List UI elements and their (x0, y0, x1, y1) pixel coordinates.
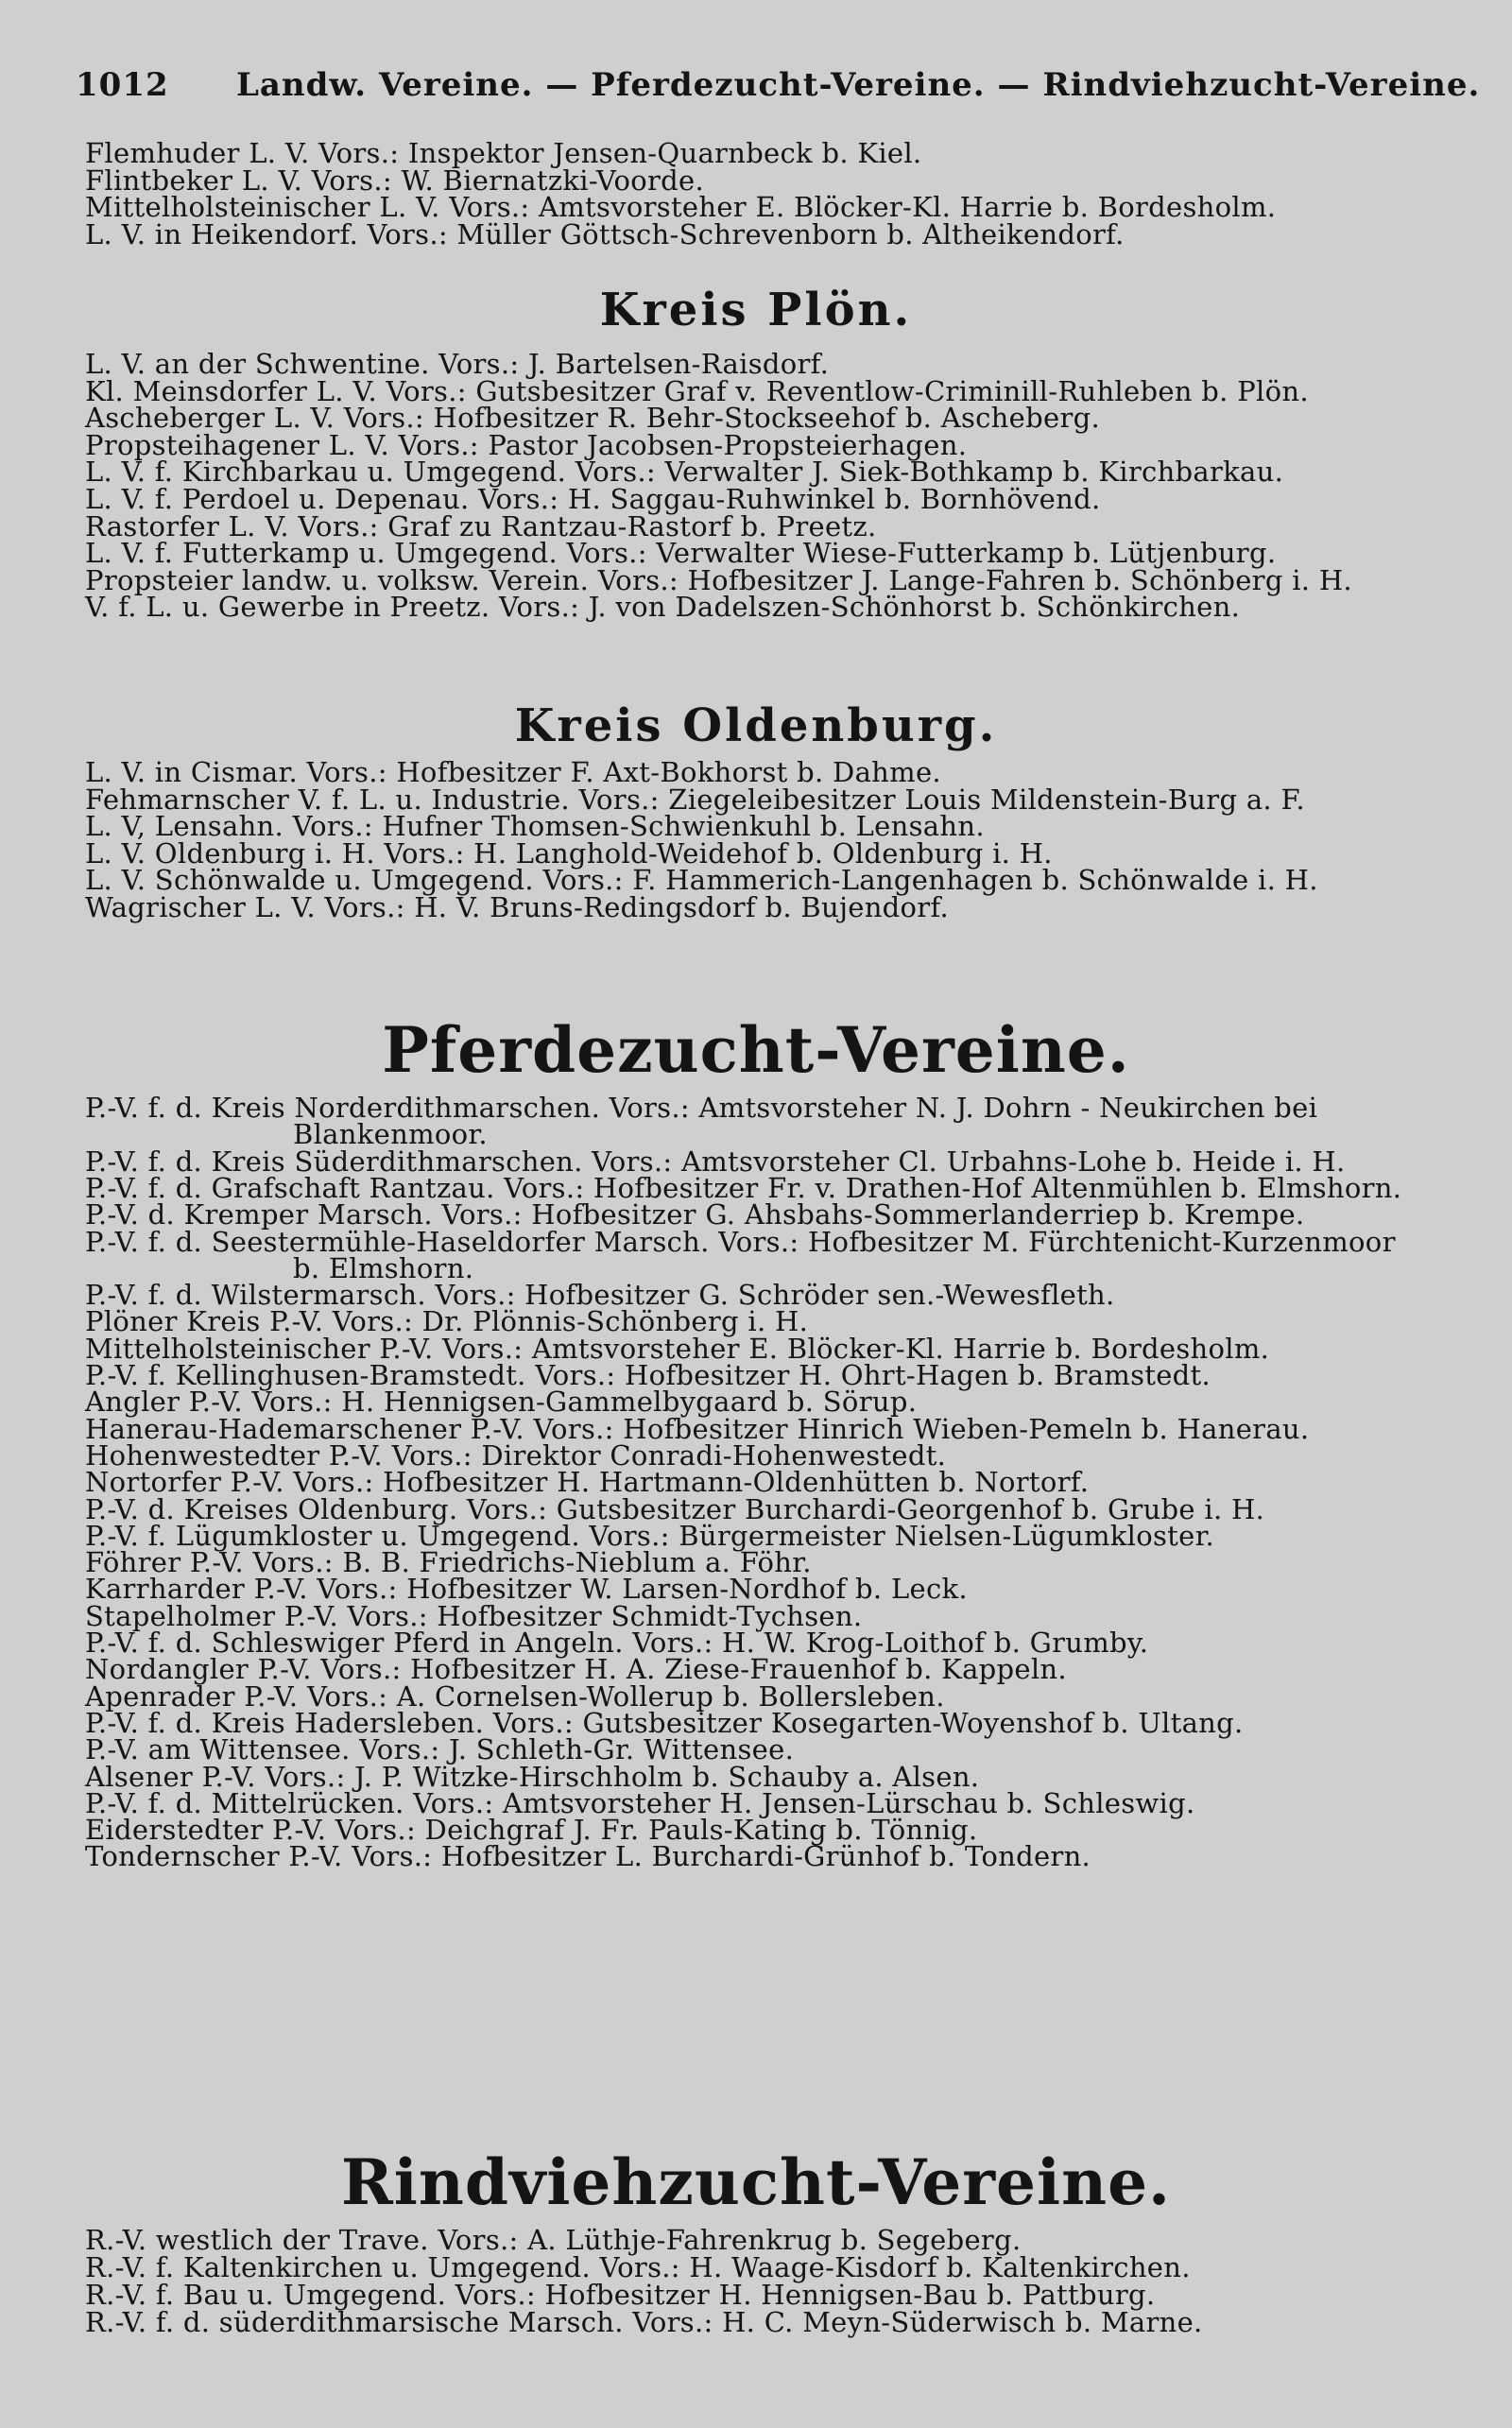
entry-line: Eiderstedter P.-V. Vors.: Deichgraf J. Fr. Pauls-Kating b. Tönnig. (85, 1814, 978, 1847)
entry-line: P.-V. d. Kreises Oldenburg. Vors.: Gutsbesitzer Burchardi-Georgenhof b. Grube i. H. (85, 1492, 1265, 1525)
section-heading-kreis-oldenburg: Kreis Oldenburg. (514, 699, 998, 752)
entry-line: P.-V. f. d. Kreis Süderdithmarschen. Vors.: Amtsvorsteher Cl. Urbahns-Lohe b. Heide i. H. (85, 1145, 1346, 1178)
section-heading-rindviehzucht: Rindviehzucht-Vereine. (340, 2145, 1172, 2219)
entry-line: Kl. Meinsdorfer L. V. Vors.: Gutsbesitzer Graf v. Reventlow-Criminill-Ruhleben b. Plön. (85, 374, 1309, 407)
running-header (76, 66, 1481, 113)
entry-line: Ascheberger L. V. Vors.: Hofbesitzer R. Behr-Stockseehof b. Ascheberg. (85, 402, 1100, 435)
entry-line: Wagrischer L. V. Vors.: H. V. Bruns-Redingsdorf b. Bujendorf. (85, 891, 949, 923)
entry-line: L. V, Lensahn. Vors.: Hufner Thomsen-Schwienkuhl b. Lensahn. (85, 810, 985, 843)
entry-line: Hohenwestedter P.-V. Vors.: Direktor Conradi-Hohenwestedt. (85, 1438, 947, 1472)
entry-line: L. V. f. Perdoel u. Depenau. Vors.: H. Saggau-Ruhwinkel b. Bornhövend. (85, 483, 1101, 515)
entry-line: b. Elmshorn. (293, 1251, 474, 1284)
entry-line: P.-V. d. Kremper Marsch. Vors.: Hofbesitzer G. Ahsbahs-Sommerlanderriep b. Krempe. (85, 1198, 1305, 1231)
entry-line: Flintbeker L. V. Vors.: W. Biernatzki-Voorde. (85, 164, 704, 197)
section-heading-pferdezucht: Pferdezucht-Vereine. (382, 1013, 1130, 1087)
entry-line: Mittelholsteinischer P.-V. Vors.: Amtsvorsteher E. Blöcker-Kl. Harrie b. Bordesholm. (85, 1332, 1270, 1365)
entry-line: L. V. in Heikendorf. Vors.: Müller Göttsch-Schrevenborn b. Altheikendorf. (85, 217, 1125, 250)
entry-line: P.-V. f. d. Grafschaft Rantzau. Vors.: Hofbesitzer Fr. v. Drathen-Hof Altenmühlen b. Elmshorn. (85, 1171, 1402, 1204)
entry-line: L. V. f. Kirchbarkau u. Umgegend. Vors.: Verwalter J. Siek-Bothkamp b. Kirchbarkau. (85, 456, 1284, 489)
entry-line: Rastorfer L. V. Vors.: Graf zu Rantzau-Rastorf b. Preetz. (85, 509, 877, 542)
entry-line: R.-V. f. Bau u. Umgegend. Vors.: Hofbesitzer H. Hennigsen-Bau b. Pattburg. (85, 2279, 1156, 2311)
entry-line: P.-V. f. Lügumkloster u. Umgegend. Vors.: Bürgermeister Nielsen-Lügumkloster. (85, 1519, 1215, 1552)
entry-line: Plöner Kreis P.-V. Vors.: Dr. Plönnis-Schönberg i. H. (85, 1305, 809, 1338)
entry-line: P.-V. f. d. Mittelrücken. Vors.: Amtsvorsteher H. Jensen-Lürschau b. Schleswig. (85, 1786, 1195, 1819)
entry-line: L. V. f. Futterkamp u. Umgegend. Vors.: Verwalter Wiese-Futterkamp b. Lütjenburg. (85, 537, 1277, 570)
entry-line: R.-V. f. Kaltenkirchen u. Umgegend. Vors.: H. Waage-Kisdorf b. Kaltenkirchen. (85, 2251, 1191, 2283)
entry-line: P.-V. f. d. Wilstermarsch. Vors.: Hofbesitzer G. Schröder sen.-Wewesfleth. (85, 1279, 1115, 1312)
section-heading-kreis-ploen: Kreis Plön. (599, 284, 913, 336)
entry-line: L. V. Oldenburg i. H. Vors.: H. Langhold-Weidehof b. Oldenburg i. H. (85, 836, 1053, 870)
entry-line: Nordangler P.-V. Vors.: Hofbesitzer H. A. Ziese-Frauenhof b. Kappeln. (85, 1653, 1067, 1686)
entry-line: L. V. Schönwalde u. Umgegend. Vors.: F. Hammerich-Langenhagen b. Schönwalde i. H. (85, 864, 1318, 897)
entry-line: Propsteier landw. u. volksw. Verein. Vors.: Hofbesitzer J. Lange-Fahren b. Schönberg i. H. (85, 563, 1352, 596)
entry-line: P.-V. am Wittensee. Vors.: J. Schleth-Gr. Wittensee. (85, 1733, 795, 1766)
entry-line: P.-V. f. d. Schleswiger Pferd in Angeln. Vors.: H. W. Krog-Loithof b. Grumby. (85, 1627, 1149, 1659)
entry-line: R.-V. westlich der Trave. Vors.: A. Lüthje-Fahrenkrug b. Segeberg. (85, 2224, 1022, 2256)
entry-line: Tondernscher P.-V. Vors.: Hofbesitzer L. Burchardi-Grünhof b. Tondern. (85, 1840, 1091, 1873)
entry-line: Nortorfer P.-V. Vors.: Hofbesitzer H. Hartmann-Oldenhütten b. Nortorf. (85, 1466, 1090, 1499)
entry-line: Blankenmoor. (293, 1118, 488, 1151)
entry-line: Flemhuder L. V. Vors.: Inspektor Jensen-Quarnbeck b. Kiel. (85, 137, 922, 169)
entry-line: Alsener P.-V. Vors.: J. P. Witzke-Hirschholm b. Schauby a. Alsen. (85, 1760, 980, 1793)
entry-line: Karrharder P.-V. Vors.: Hofbesitzer W. Larsen-Nordhof b. Leck. (85, 1573, 968, 1606)
entry-line: Fehmarnscher V. f. L. u. Industrie. Vors.: Ziegeleibesitzer Louis Mildenstein-Burg a. F. (85, 783, 1305, 816)
running-title: Landw. Vereine. — Pferdezucht-Vereine. — Rindviehzucht-Vereine. (236, 66, 1481, 104)
entry-line: V. f. L. u. Gewerbe in Preetz. Vors.: J. von Dadelszen-Schönhorst b. Schönkirchen. (85, 591, 1241, 624)
entry-line: Föhrer P.-V. Vors.: B. B. Friedrichs-Nieblum a. Föhr. (85, 1546, 812, 1579)
entry-line: L. V. an der Schwentine. Vors.: J. Bartelsen-Raisdorf. (85, 348, 830, 380)
entry-line: R.-V. f. d. süderdithmarsische Marsch. Vors.: H. C. Meyn-Süderwisch b. Marne. (85, 2306, 1203, 2338)
entry-line: Stapelholmer P.-V. Vors.: Hofbesitzer Schmidt-Tychsen. (85, 1599, 863, 1632)
entry-line: P.-V. f. d. Seestermühle-Haseldorfer Marsch. Vors.: Hofbesitzer M. Fürchtenicht-Kurzenmoor (85, 1225, 1396, 1258)
entry-line: Apenrader P.-V. Vors.: A. Cornelsen-Wollerup b. Bollersleben. (85, 1679, 945, 1713)
entry-line: Hanerau-Hademarschener P.-V. Vors.: Hofbesitzer Hinrich Wieben-Pemeln b. Hanerau. (85, 1412, 1310, 1445)
page-number: 1012 (76, 66, 169, 104)
entry-line: P.-V. f. d. Kreis Norderdithmarschen. Vors.: Amtsvorsteher N. J. Dohrn - Neukirchen bei (85, 1092, 1318, 1124)
entry-line: Mittelholsteinischer L. V. Vors.: Amtsvorsteher E. Blöcker-Kl. Harrie b. Bordesholm. (85, 191, 1277, 224)
entry-line: L. V. in Cismar. Vors.: Hofbesitzer F. Axt-Bokhorst b. Dahme. (85, 756, 941, 788)
entry-line: Propsteihagener L. V. Vors.: Pastor Jacobsen-Propsteierhagen. (85, 428, 968, 461)
entry-line: P.-V. f. d. Kreis Hadersleben. Vors.: Gutsbesitzer Kosegarten-Woyenshof b. Ultang. (85, 1706, 1244, 1739)
entry-line: Angler P.-V. Vors.: H. Hennigsen-Gammelbygaard b. Sörup. (85, 1386, 918, 1419)
entry-line: P.-V. f. Kellinghusen-Bramstedt. Vors.: Hofbesitzer H. Ohrt-Hagen b. Bramstedt. (85, 1359, 1211, 1391)
